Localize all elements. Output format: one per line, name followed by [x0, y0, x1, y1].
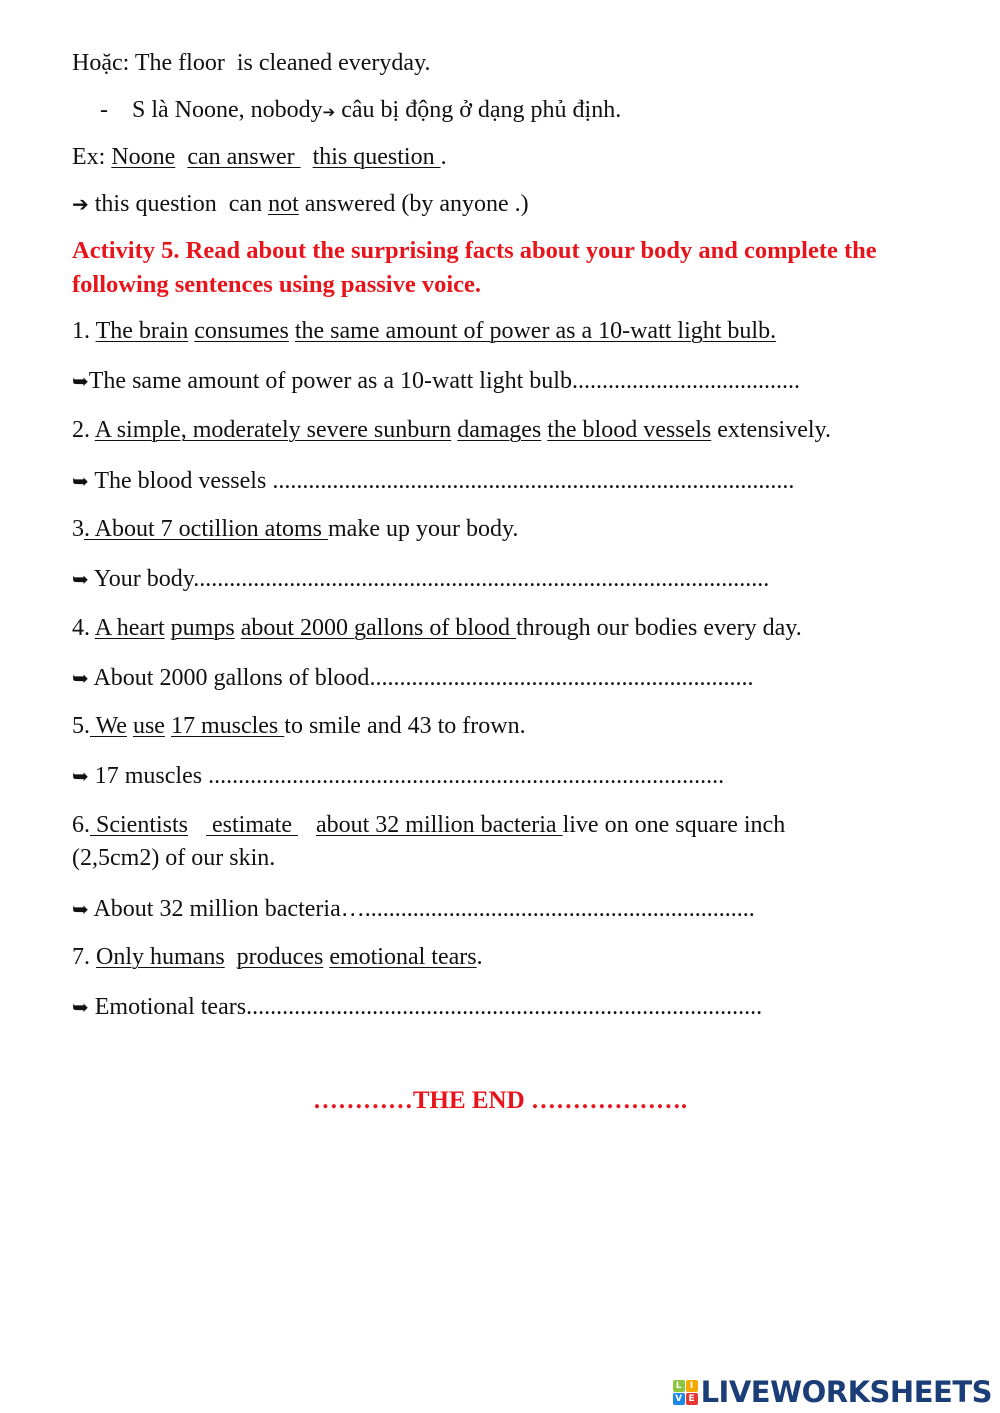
sentence-text: through our bodies every day.	[516, 615, 802, 641]
underlined-phrase: the blood vessels	[547, 417, 712, 443]
underlined-phrase: about 2000 gallons of blood	[240, 615, 516, 641]
answer-blank[interactable]: ................................................................................................	[193, 566, 770, 592]
underlined-phrase: produces	[236, 944, 324, 970]
answer-prompt: Your body	[88, 566, 194, 592]
answer-prompt: About 32 million bacteria…	[88, 896, 365, 922]
question-5	[72, 711, 526, 741]
underlined-phrase: We	[90, 713, 127, 739]
sentence-text: 5.	[72, 713, 90, 739]
question-7	[72, 942, 483, 972]
answer-prompt: The same amount of power as a 10-watt light bulb	[88, 368, 572, 394]
underlined-phrase: can answer	[187, 144, 301, 170]
question-1	[72, 316, 776, 346]
answer-line-4	[72, 663, 753, 693]
answer-blank[interactable]: .......................................................................................	[272, 468, 795, 494]
underlined-phrase: damages	[457, 417, 542, 443]
underlined-phrase: not	[268, 191, 299, 217]
bullet-text: S là Noone, nobody	[132, 97, 323, 123]
answer-line-5	[72, 761, 724, 791]
underlined-phrase: A simple, moderately severe sunburn	[94, 417, 452, 443]
answer-prompt: Emotional tears	[88, 994, 247, 1020]
logo-letter: V	[673, 1393, 685, 1405]
logo-letter: I	[686, 1380, 698, 1392]
answer-line-2	[72, 466, 794, 496]
underlined-phrase: Noone	[111, 144, 176, 170]
sentence-text: live on one square inch	[562, 812, 786, 838]
sentence-text: extensively.	[711, 417, 831, 443]
sentence-text	[225, 944, 237, 970]
logo-text: LIVEWORKSHEETS	[700, 1375, 992, 1409]
curved-arrow-icon: ➥	[72, 764, 89, 788]
example-label: Ex:	[72, 144, 112, 170]
sentence-text	[188, 812, 206, 838]
liveworksheets-logo	[673, 1375, 992, 1409]
sentence-text: this question can	[88, 191, 269, 217]
answer-line-7	[72, 992, 762, 1022]
sentence-text: 4.	[72, 615, 95, 641]
sentence-text	[301, 144, 313, 170]
answer-blank[interactable]: ................................................................	[369, 665, 754, 691]
sentence-text: answered (by anyone .)	[298, 191, 529, 217]
sentence-text	[175, 144, 187, 170]
question-continuation: (2,5cm2) of our skin.	[72, 845, 276, 871]
answer-prompt: 17 muscles	[88, 763, 209, 789]
sentence-text: .	[476, 944, 483, 970]
logo-mark-icon	[673, 1380, 698, 1405]
bullet-line	[100, 95, 621, 127]
underlined-phrase: about 32 million bacteria	[315, 812, 563, 838]
answer-prompt: About 2000 gallons of blood	[88, 665, 370, 691]
answer-prompt: The blood vessels	[88, 468, 273, 494]
underlined-phrase: . About 7 octillion atoms	[84, 516, 328, 542]
sentence-text: 1.	[72, 318, 96, 344]
answer-line-3	[72, 564, 769, 594]
answer-blank[interactable]: ......................................................................................	[246, 994, 763, 1020]
curved-arrow-icon: ➥	[72, 369, 89, 393]
logo-letter: L	[673, 1380, 685, 1392]
example-result-line	[72, 189, 529, 219]
example-line	[72, 142, 447, 172]
activity-heading: Activity 5. Read about the surprising facts about your body and complete the following sentences using passive voice.	[72, 237, 877, 298]
curved-arrow-icon: ➥	[72, 666, 89, 690]
underlined-phrase: estimate	[206, 812, 298, 838]
underlined-phrase: The brain	[95, 318, 189, 344]
question-4	[72, 613, 802, 643]
answer-blank[interactable]: .................................................................	[364, 896, 755, 922]
underlined-phrase: this question	[312, 144, 441, 170]
underlined-phrase: consumes	[194, 318, 289, 344]
underlined-phrase: the same amount of power as a 10-watt light bulb.	[294, 318, 777, 344]
underlined-phrase: Scientists	[90, 812, 189, 838]
curved-arrow-icon: ➥	[72, 469, 89, 493]
bullet-dash: -	[100, 97, 108, 123]
arrow-right-icon: ➔	[322, 103, 336, 121]
arrow-right-icon: ➔	[72, 192, 89, 216]
answer-line-6	[72, 894, 755, 924]
sentence-text	[298, 812, 316, 838]
question-6	[72, 810, 785, 840]
sentence-text: make up your body.	[328, 516, 519, 542]
logo-letter: E	[686, 1393, 698, 1405]
answer-blank[interactable]: ......................................	[571, 368, 800, 394]
curved-arrow-icon: ➥	[72, 897, 89, 921]
underlined-phrase: Only humans	[96, 944, 225, 970]
underlined-phrase: A heart	[94, 615, 165, 641]
question-3	[72, 514, 518, 544]
sentence-text: 3	[72, 516, 84, 542]
intro-line: Hoặc: The floor is cleaned everyday.	[72, 50, 431, 76]
sentence-text: 6.	[72, 812, 90, 838]
underlined-phrase: emotional tears	[329, 944, 477, 970]
answer-blank[interactable]: ......................................................................................	[208, 763, 725, 789]
question-2	[72, 415, 831, 445]
underlined-phrase: use	[132, 713, 165, 739]
underlined-phrase: pumps	[170, 615, 235, 641]
sentence-text: .	[440, 144, 447, 170]
sentence-text: 7.	[72, 944, 96, 970]
underlined-phrase: 17 muscles	[170, 713, 285, 739]
curved-arrow-icon: ➥	[72, 995, 89, 1019]
sentence-text: 2.	[72, 417, 95, 443]
sentence-text: to smile and 43 to frown.	[284, 713, 526, 739]
the-end-text: …………THE END ……………….	[312, 1087, 688, 1114]
bullet-text-2: câu bị động ở dạng phủ định.	[335, 97, 622, 123]
curved-arrow-icon: ➥	[72, 567, 89, 591]
answer-line-1	[72, 366, 800, 396]
